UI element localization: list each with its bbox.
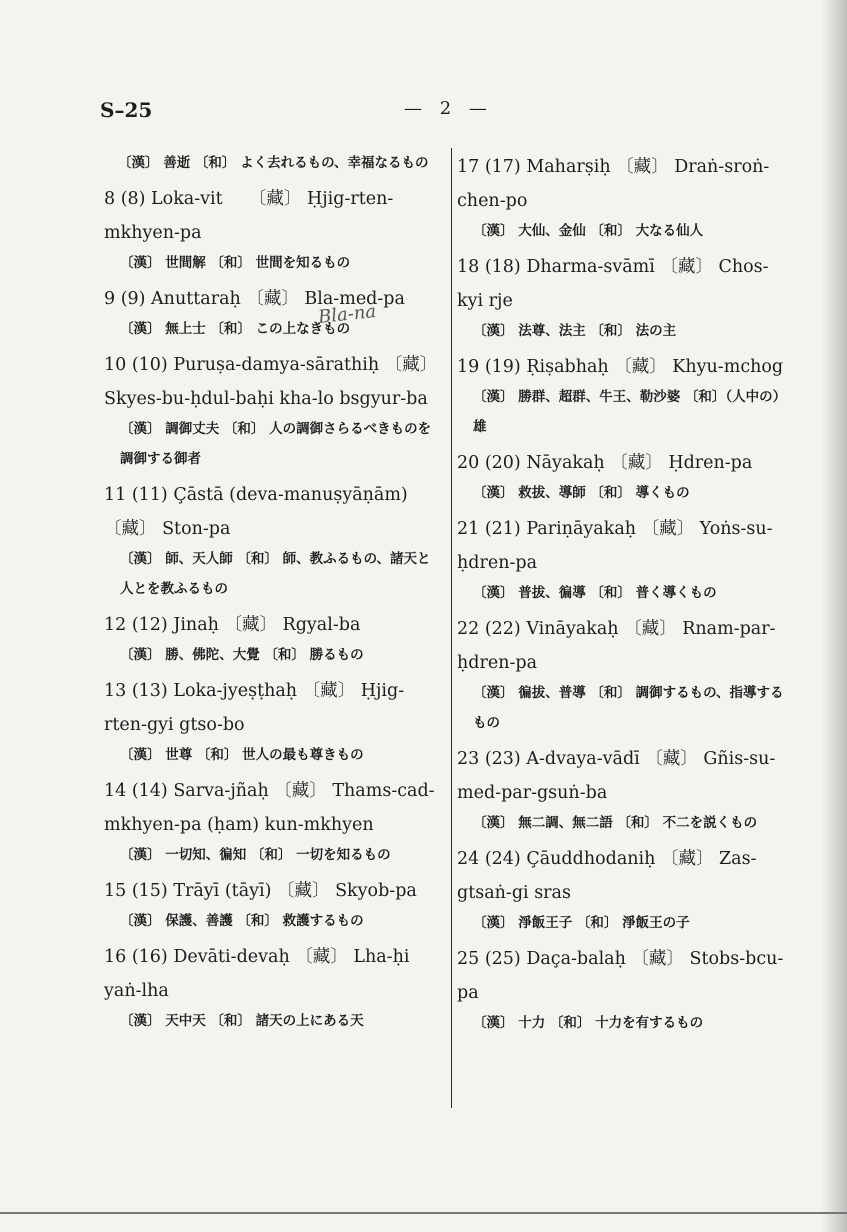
entry-22 — [457, 612, 791, 738]
entry-25 — [457, 942, 791, 1038]
left-column — [104, 150, 438, 1040]
entry-gloss: 〔漢〕 世間解 〔和〕 世間を知るもの — [120, 255, 351, 271]
entry-gloss: 〔漢〕 保護、善護 〔和〕 救護するもの — [120, 913, 364, 929]
page-number: — 2 — — [404, 98, 493, 119]
entry-head: 24 (24) Çāuddhodaniḥ 〔藏〕 Zas-gtsaṅ-gi sras — [457, 849, 757, 903]
entry-gloss: 〔漢〕 徧拔、普導 〔和〕 調御するもの、指導するもの — [473, 685, 784, 731]
entry-23 — [457, 742, 791, 838]
entry-gloss: 〔漢〕 善逝 〔和〕 よく去れるもの、幸福なるもの — [118, 155, 429, 171]
entry-head: 12 (12) Jinaḥ 〔藏〕 Rgyal-ba — [104, 615, 361, 635]
entry-head: 8 (8) Loka-vit 〔藏〕 Ḥjig-rten-mkhyen-pa — [104, 189, 394, 243]
entry-8 — [104, 182, 438, 278]
entry-7-continued — [104, 148, 438, 178]
entry-19 — [457, 350, 791, 442]
entry-gloss: 〔漢〕 十力 〔和〕 十力を有するもの — [473, 1015, 704, 1031]
entry-gloss: 〔漢〕 無上士 〔和〕 この上なきもの — [120, 321, 351, 337]
entry-head: 14 (14) Sarva-jñaḥ 〔藏〕 Thams-cad-mkhyen-pa (ḥam) kun-mkhyen — [104, 781, 435, 835]
entry-gloss: 〔漢〕 法尊、法主 〔和〕 法の主 — [473, 323, 677, 339]
entry-gloss: 〔漢〕 調御丈夫 〔和〕 人の調御さらるべきものを調御する御者 — [120, 421, 432, 467]
entry-gloss: 〔漢〕 天中天 〔和〕 諸天の上にある天 — [120, 1013, 364, 1029]
entry-gloss: 〔漢〕 勝、佛陀、大覺 〔和〕 勝るもの — [120, 647, 364, 663]
entry-head: 10 (10) Puruṣa-damya-sārathiḥ 〔藏〕 Skyes-bu-ḥdul-baḥi kha-lo bsgyur-ba — [104, 355, 438, 409]
entry-head: 18 (18) Dharma-svāmī 〔藏〕 Chos-kyi rje — [457, 257, 769, 311]
entry-16 — [104, 940, 438, 1036]
entry-20 — [457, 446, 791, 508]
entry-gloss: 〔漢〕 救拔、導師 〔和〕 導くもの — [473, 485, 690, 501]
entry-13 — [104, 674, 438, 770]
entry-12 — [104, 608, 438, 670]
entry-24 — [457, 842, 791, 938]
right-column — [457, 150, 791, 1042]
entry-14 — [104, 774, 438, 870]
entry-18 — [457, 250, 791, 346]
entry-gloss: 〔漢〕 一切知、徧知 〔和〕 一切を知るもの — [120, 847, 391, 863]
entry-11 — [104, 478, 438, 604]
entry-gloss: 〔漢〕 大仙、金仙 〔和〕 大なる仙人 — [473, 223, 704, 239]
column-divider — [451, 148, 452, 1108]
entry-head: 15 (15) Trāyī (tāyī) 〔藏〕 Skyob-pa — [104, 881, 417, 901]
entry-gloss: 〔漢〕 勝群、超群、牛王、勒沙婆 〔和〕（人中の）雄 — [473, 389, 787, 435]
page-bottom-edge — [0, 1212, 847, 1214]
entry-head: 16 (16) Devāti-devaḥ 〔藏〕 Lha-ḥi yaṅ-lha — [104, 947, 410, 1001]
entry-gloss: 〔漢〕 無二調、無二語 〔和〕 不二を説くもの — [473, 815, 758, 831]
entry-gloss: 〔漢〕 師、天人師 〔和〕 師、教ふるもの、諸天と人とを教ふるもの — [120, 551, 431, 597]
entry-9 — [104, 282, 438, 344]
entry-head: 11 (11) Çāstā (deva-manuṣyāṇām) 〔藏〕 Ston-pa — [104, 485, 408, 539]
entry-head: 9 (9) Anuttaraḥ 〔藏〕 Bla-med-pa — [104, 289, 405, 309]
entry-15 — [104, 874, 438, 936]
entry-10 — [104, 348, 438, 474]
page-edge-shadow — [821, 0, 847, 1232]
entry-gloss: 〔漢〕 世尊 〔和〕 世人の最も尊きもの — [120, 747, 364, 763]
entry-head: 17 (17) Maharṣiḥ 〔藏〕 Draṅ-sroṅ-chen-po — [457, 157, 770, 211]
entry-21 — [457, 512, 791, 608]
entry-gloss: 〔漢〕 淨飯王子 〔和〕 淨飯王の子 — [473, 915, 690, 931]
entry-head: 20 (20) Nāyakaḥ 〔藏〕 Ḥdren-pa — [457, 453, 753, 473]
entry-head: 19 (19) Ṛiṣabhaḥ 〔藏〕 Khyu-mchog — [457, 357, 784, 377]
entry-head: 23 (23) A-dvaya-vādī 〔藏〕 Gñis-su-med-par-gsuṅ-ba — [457, 749, 776, 803]
entry-head: 25 (25) Daça-balaḥ 〔藏〕 Stobs-bcu-pa — [457, 949, 784, 1003]
entry-head: 22 (22) Vināyakaḥ 〔藏〕 Rnam-par-ḥdren-pa — [457, 619, 776, 673]
page-code: S–25 — [100, 98, 153, 122]
handwritten-annotation: Bla-na — [317, 301, 378, 328]
entry-17 — [457, 150, 791, 246]
entry-head: 13 (13) Loka-jyeṣṭhaḥ 〔藏〕 Ḥjig-rten-gyi gtso-bo — [104, 681, 405, 735]
entry-head: 21 (21) Pariṇāyakaḥ 〔藏〕 Yoṅs-su-ḥdren-pa — [457, 519, 773, 573]
entry-gloss: 〔漢〕 普拔、徧導 〔和〕 普く導くもの — [473, 585, 717, 601]
